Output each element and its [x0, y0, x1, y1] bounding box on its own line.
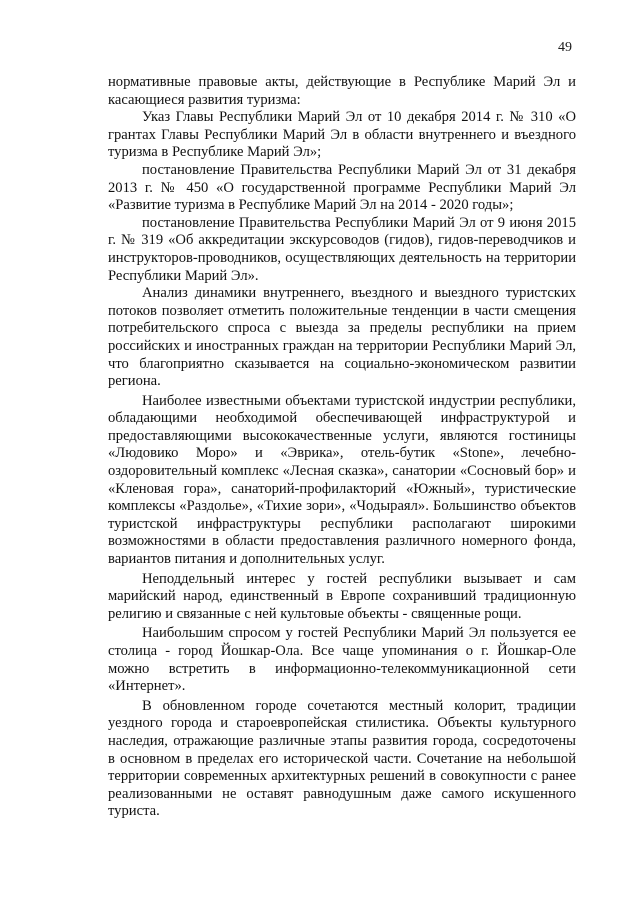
paragraph-tourism-objects: Наиболее известными объектами туристской индустрии республики, обладающими необходимой обеспечивающей инфраструктурой и предоставляющими высококачественные услуги, являются гостиницы «Людовико Моро» и «Эврика», отель-бутик «Stone», лечебно-оздоровительный комплекс «Лесная сказка», санатории «Сосновый бор» и «Кленовая гора», санаторий-профилакторий «Южный», туристические комплексы «Раздолье», «Тихие зори», «Чодыраял». Большинство объектов туристской инфраструктуры республики располагают широкими возможностями в области предоставления различного номерного фонда, вариантов питания и дополнительных услуг. [108, 392, 576, 568]
page-number: 49 [558, 40, 572, 55]
paragraph-dynamics-analysis: Анализ динамики внутреннего, въездного и выездного туристских потоков позволяет отметить положительные тенденции в части смещения потребительского спроса с выезда за пределы республики на прием российских и иностранных граждан на территории Республики Марий Эл, что благоприятно сказывается на социально-экономическом развитии региона. [108, 285, 576, 390]
paragraph-resolution-319: постановление Правительства Республики Марий Эл от 9 июня 2015 г. № 319 «Об аккредитации экскурсоводов (гидов), гидов-переводчиков и инструкторов-проводников, осуществляющих деятельность на территории Республики Марий Эл». [108, 214, 576, 284]
paragraph-intro: нормативные правовые акты, действующие в Республике Марий Эл и касающиеся развития туризма: [108, 74, 576, 108]
paragraph-resolution-450: постановление Правительства Республики Марий Эл от 31 декабря 2013 г. № 450 «О государственной программе Республики Марий Эл «Развитие туризма в Республике Марий Эл на 2014 - 2020 годы»; [108, 161, 576, 214]
paragraph-capital: Наибольшим спросом у гостей Республики Марий Эл пользуется ее столица - город Йошкар-Ола. Все чаще упоминания о г. Йошкар-Оле можно встретить в информационно-телекоммуникационной сети «Интернет». [108, 625, 576, 695]
paragraph-renewed-city: В обновленном городе сочетаются местный колорит, традиции уездного города и староевропейская стилистика. Объекты культурного наследия, отражающие различные этапы развития города, сосредоточены в основном в пределах его исторической части. Сочетание на небольшой территории современных архитектурных решений в совокупности с ранее реализованными не оставят равнодушным даже самого искушенного туриста. [108, 697, 576, 820]
paragraph-mari-people: Неподдельный интерес у гостей республики вызывает и сам марийский народ, единственный в Европе сохранивший традиционную религию и связанные с ней культовые объекты - священные рощи. [108, 570, 576, 622]
body-text [108, 74, 576, 821]
paragraph-decree-310: Указ Главы Республики Марий Эл от 10 декабря 2014 г. № 310 «О грантах Главы Республики Марий Эл в области внутреннего и въездного туризма в Республике Марий Эл»; [108, 109, 576, 161]
